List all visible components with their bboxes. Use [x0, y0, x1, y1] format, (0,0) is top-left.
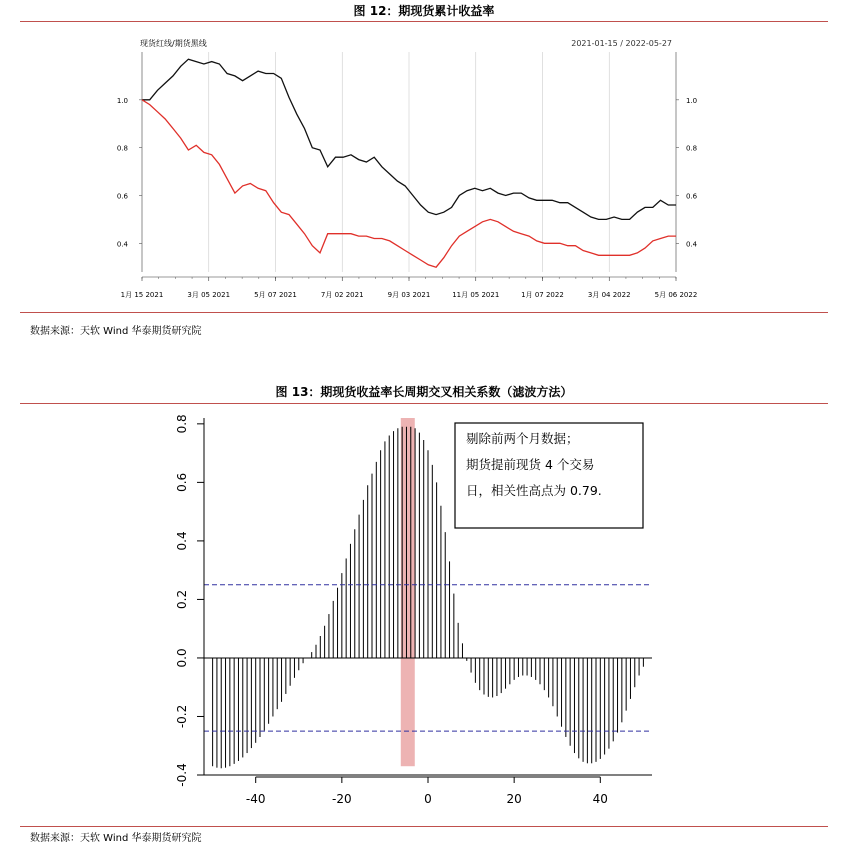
- highlight-band: [401, 418, 415, 766]
- chart12-legend: 现货红线/期货黑线: [140, 39, 207, 48]
- chart13-ytick-label: 0.8: [175, 414, 189, 434]
- chart13-xtick-label: 0: [424, 792, 432, 806]
- chart13-ytick-label: 0.0: [175, 648, 189, 668]
- chart12-ytick-label-right: 0.6: [686, 192, 698, 201]
- chart13-ytick-label: -0.4: [175, 763, 189, 787]
- figure13-source: 数据来源：天软 Wind 华泰期货研究院: [30, 833, 202, 844]
- cross-correlation-chart: [0, 405, 848, 815]
- figure13-bottom-rule: [20, 826, 828, 827]
- chart12-xtick-label: 5月 06 2022: [654, 291, 698, 299]
- figure12-source: 数据来源：天软 Wind 华泰期货研究院: [30, 326, 202, 337]
- chart13-ytick-label: -0.2: [175, 704, 189, 729]
- chart12-ytick-label-left: 0.4: [116, 240, 128, 249]
- annotation-line-1: 剔除前两个月数据；: [466, 431, 579, 446]
- cumulative-return-chart: [0, 22, 848, 332]
- annotation-text: [466, 426, 602, 504]
- chart13-ytick-label: 0.2: [175, 589, 189, 609]
- chart12-ytick-label-right: 1.0: [686, 96, 698, 105]
- chart12-xtick-label: 3月 05 2021: [187, 291, 231, 299]
- annotation-line-3: 日，相关性高点为 0.79.: [466, 483, 602, 498]
- chart12-xtick-label: 11月 05 2021: [452, 291, 500, 299]
- chart12-xtick-label: 9月 03 2021: [387, 291, 431, 299]
- figure13-top-rule: [20, 403, 828, 404]
- chart12-xtick-label: 1月 07 2022: [521, 291, 564, 299]
- chart12-ytick-label-left: 0.8: [116, 144, 128, 153]
- annotation-line-2: 期货提前现货 4 个交易: [466, 457, 595, 472]
- chart13-xtick-label: 20: [506, 792, 522, 806]
- chart12-xtick-label: 5月 07 2021: [254, 291, 297, 299]
- chart13-xtick-label: -20: [332, 792, 352, 806]
- chart12-ytick-label-right: 0.8: [686, 144, 698, 153]
- figure13-title: 图 13：期现货收益率长周期交叉相关系数（滤波方法）: [275, 385, 573, 399]
- chart12-ytick-label-left: 1.0: [116, 96, 128, 105]
- chart12-xtick-label: 3月 04 2022: [587, 291, 631, 299]
- chart12-date-range: 2021-01-15 / 2022-05-27: [571, 39, 672, 48]
- chart13-ytick-label: 0.6: [175, 472, 189, 492]
- figure12-bottom-rule: [20, 312, 828, 313]
- chart13-ytick-label: 0.4: [175, 531, 189, 551]
- chart12-xtick-label: 7月 02 2021: [320, 291, 364, 299]
- chart13-xtick-label: 40: [592, 792, 608, 806]
- chart12-xtick-label: 1月 15 2021: [120, 291, 164, 299]
- figure12-title: 图 12：期现货累计收益率: [353, 4, 495, 18]
- chart13-xtick-label: -40: [245, 792, 266, 806]
- chart12-ytick-label-right: 0.4: [686, 240, 698, 249]
- chart12-ytick-label-left: 0.6: [116, 192, 128, 201]
